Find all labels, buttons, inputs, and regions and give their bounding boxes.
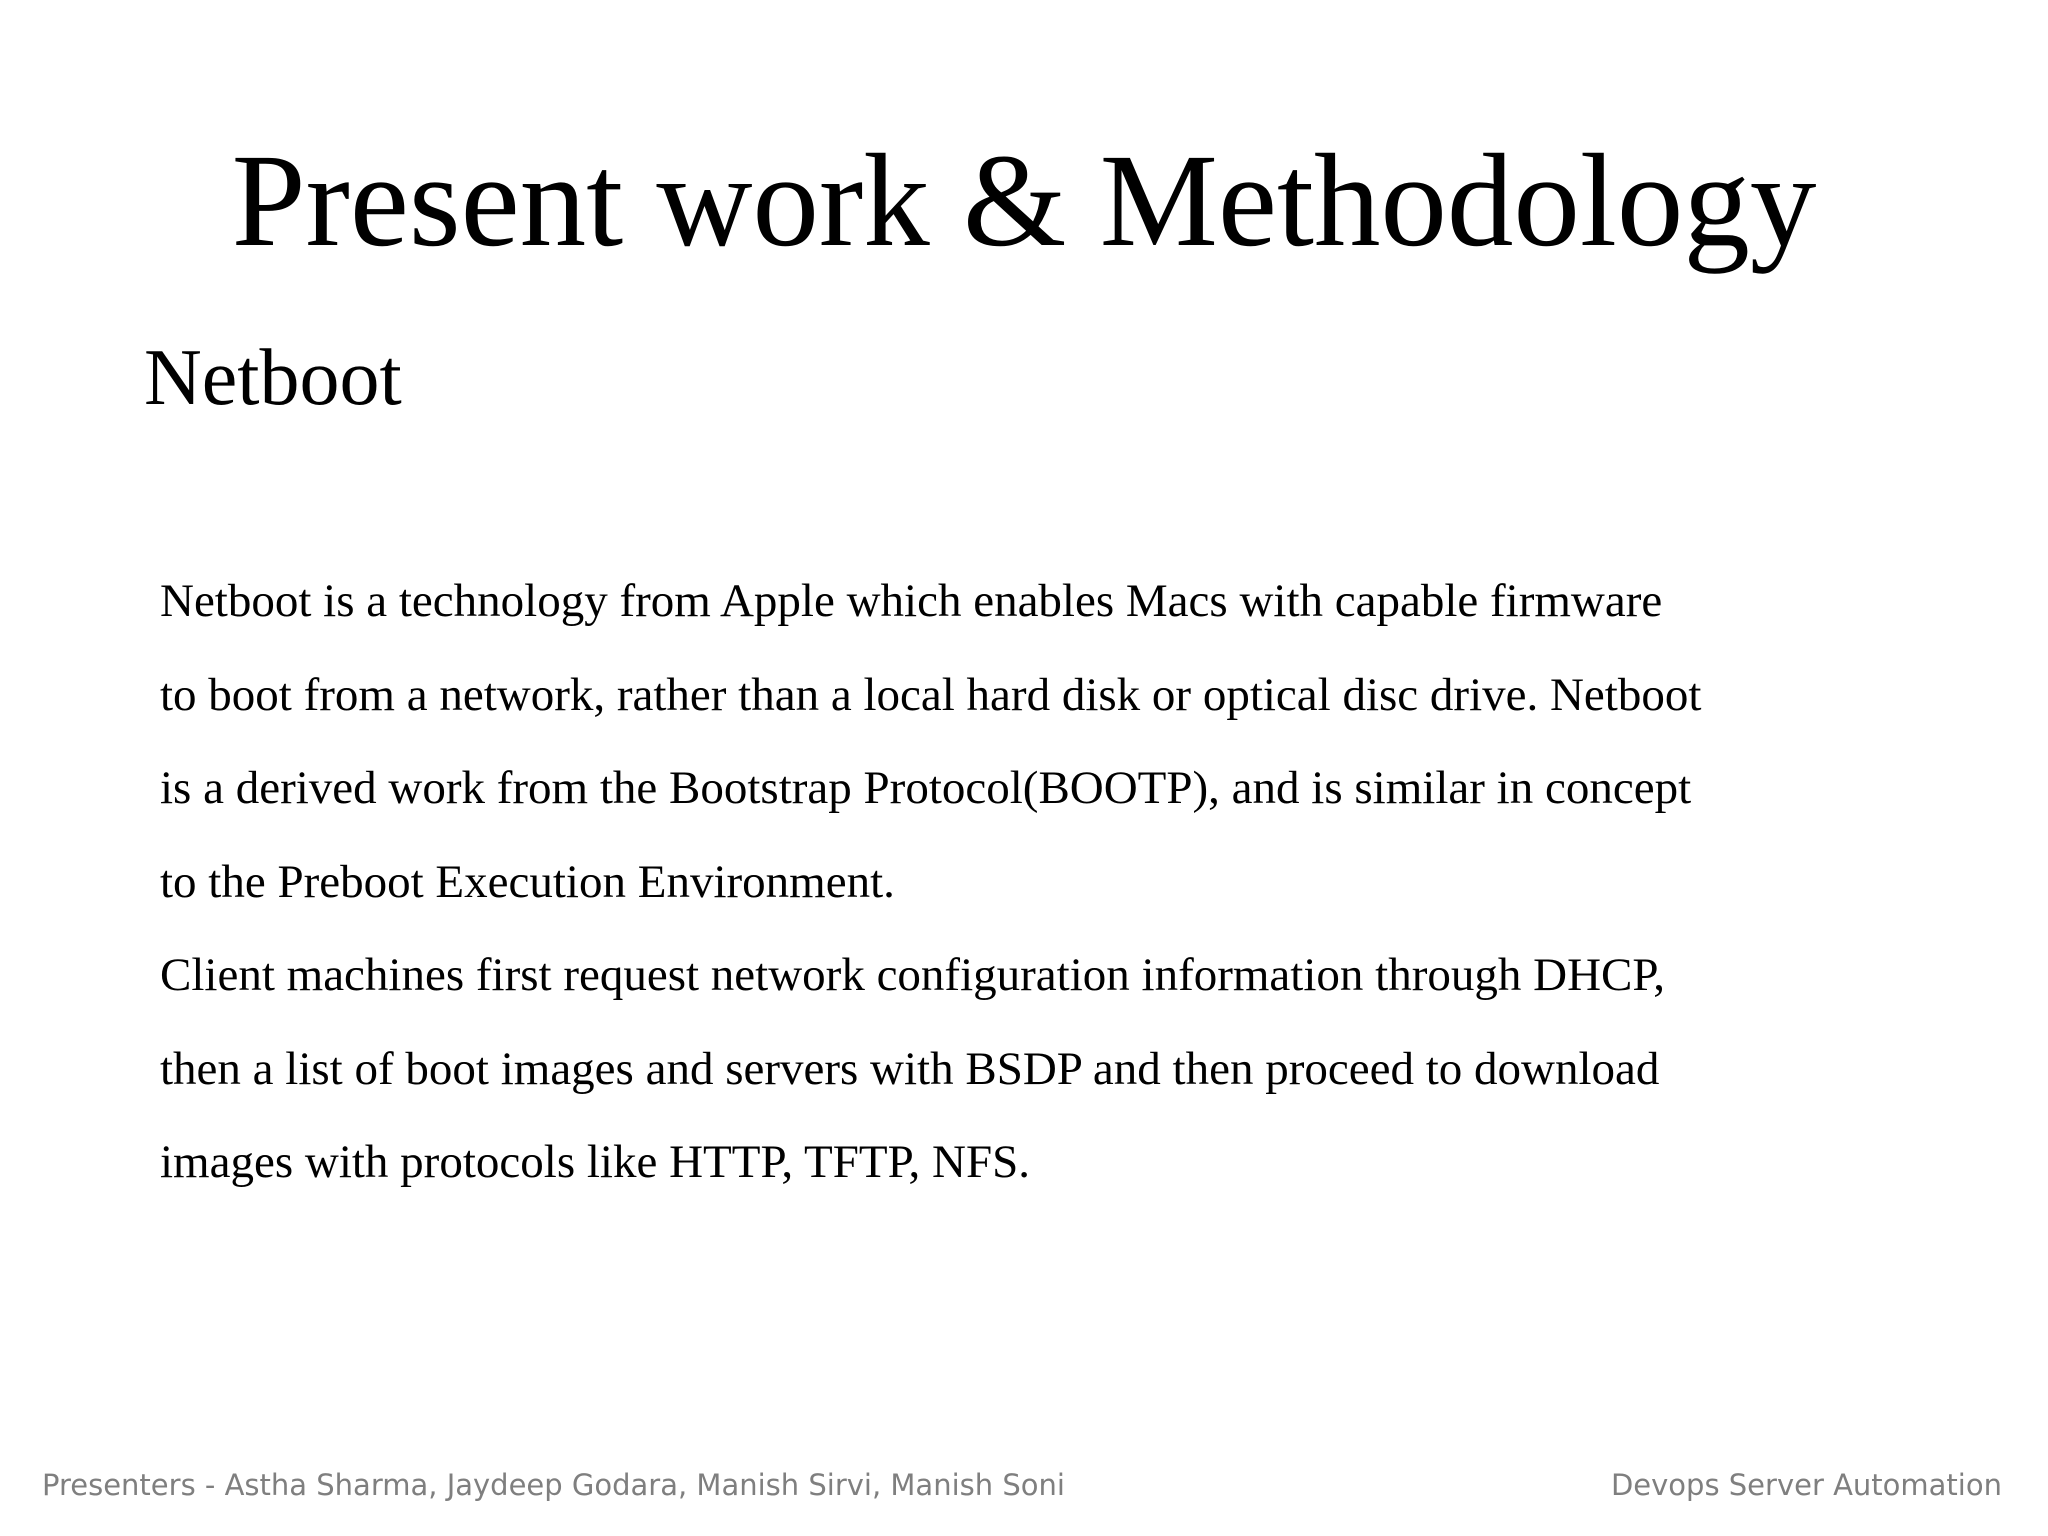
footer-presenters: Presenters - Astha Sharma, Jaydeep Godara, Manish Sirvi, Manish Soni bbox=[42, 1468, 1065, 1502]
body-line: then a list of boot images and servers with BSDP and then proceed to download bbox=[160, 1042, 1660, 1095]
body-line: Netboot is a technology from Apple which enables Macs with capable firmware bbox=[160, 575, 1663, 627]
body-line: images with protocols like HTTP, TFTP, NFS. bbox=[160, 1136, 1030, 1188]
body-line: to the Preboot Execution Environment. bbox=[160, 855, 895, 908]
slide-title: Present work & Methodology bbox=[231, 126, 1817, 274]
body-line: is a derived work from the Bootstrap Protocol(BOOTP), and is similar in concept bbox=[160, 762, 1692, 814]
body-line: Client machines first request network configuration information through DHCP, bbox=[160, 949, 1666, 1001]
footer-project-title: Devops Server Automation bbox=[1610, 1468, 2002, 1502]
body-line: to boot from a network, rather than a local hard disk or optical disc drive. Netboot bbox=[160, 668, 1702, 721]
slide-body bbox=[160, 555, 1920, 1210]
slide-subtitle: Netboot bbox=[144, 334, 402, 422]
